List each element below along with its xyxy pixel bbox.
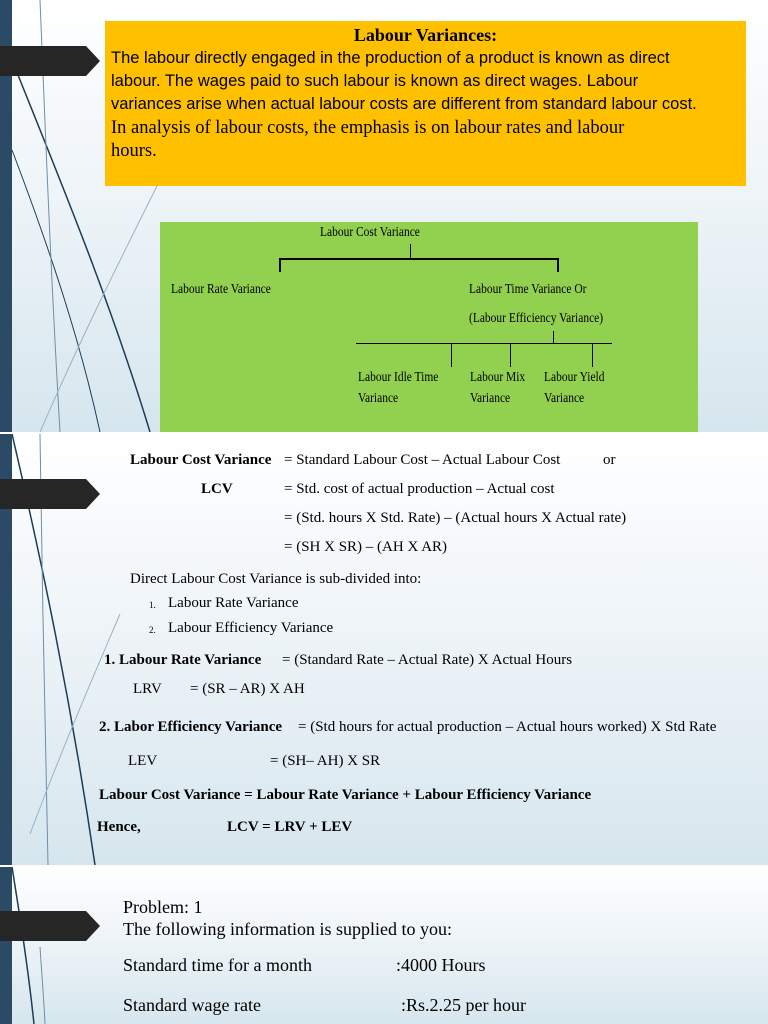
lev-abbr: LEV [128, 753, 158, 769]
tree-leaf-mix-line1: Labour Mix [470, 370, 526, 385]
lcv-formula-2: = (Std. hours X Std. Rate) – (Actual hours X Actual rate) [284, 510, 627, 526]
slide-problem-1 [0, 867, 768, 1024]
lcv-formula-1: = Std. cost of actual production – Actual cost [284, 481, 555, 497]
intro-line: The labour directly engaged in the production of a product is known as direct [111, 49, 670, 67]
slide-edge-bar [0, 867, 12, 1024]
tree-leaf-idle-line2: Variance [358, 391, 399, 406]
lcv-abbr: LCV [201, 481, 233, 497]
tree-connector [451, 343, 452, 367]
lev-term: 2. Labor Efficiency Variance [99, 719, 283, 735]
lrv-formula-short: = (SR – AR) X AH [190, 681, 305, 697]
intro-paragraph [111, 47, 741, 116]
tree-left-label: Labour Rate Variance [171, 282, 271, 297]
data-row-value: :Rs.2.25 per hour [401, 995, 526, 1015]
hence-equation: LCV = LRV + LEV [227, 819, 353, 835]
arrow-tab [0, 46, 100, 76]
intro-line: labour. The wages paid to such labour is known as direct wages. Labour [111, 72, 639, 90]
slide-title: Labour Variances: [353, 25, 498, 45]
or-text: or [603, 452, 616, 468]
tree-right-label-line1: Labour Time Variance Or [469, 282, 587, 297]
slide-labour-variances [0, 0, 768, 432]
tree-connector [410, 244, 411, 258]
variance-tree-diagram [160, 222, 698, 432]
list-item: Labour Rate Variance [168, 595, 299, 611]
data-row-label: Standard wage rate [123, 995, 261, 1015]
data-row-label: Standard time for a month [123, 955, 312, 975]
sum-equation: Labour Cost Variance = Labour Rate Variance + Labour Efficiency Variance [99, 787, 592, 803]
lev-formula: = (Std hours for actual production – Actual hours worked) X Std Rate [298, 719, 717, 735]
list-item: Labour Efficiency Variance [168, 620, 334, 636]
arrow-tab [0, 911, 100, 941]
tree-connector [279, 258, 559, 260]
tree-leaf-yield-line2: Variance [544, 391, 585, 406]
emphasis-line: In analysis of labour costs, the emphasis is on labour rates and labour [111, 118, 625, 138]
lcv-formula-3: = (SH X SR) – (AH X AR) [284, 539, 448, 555]
decorative-curves [0, 867, 768, 1024]
tree-connector [553, 331, 554, 343]
lrv-formula: = (Standard Rate – Actual Rate) X Actual Hours [282, 652, 573, 668]
list-number: 1. [149, 600, 156, 610]
emphasis-line: hours. [111, 141, 157, 161]
intro-line: variances arise when actual labour costs are different from standard labour cost. [111, 95, 697, 113]
data-row-value: :4000 Hours [396, 955, 486, 975]
tree-leaf-idle-line1: Labour Idle Time [358, 370, 439, 385]
hence-label: Hence, [97, 819, 141, 835]
lcv-formula: = Standard Labour Cost – Actual Labour Cost [284, 452, 561, 468]
lev-formula-short: = (SH– AH) X SR [270, 753, 381, 769]
emphasis-paragraph [111, 117, 741, 163]
intro-box [105, 21, 746, 186]
tree-root-label: Labour Cost Variance [320, 225, 420, 240]
tree-connector [592, 343, 593, 367]
problem-heading: Problem: 1 [123, 897, 203, 917]
lcv-term: Labour Cost Variance [130, 452, 272, 468]
slide-labour-formulas [0, 434, 768, 865]
lrv-term: 1. Labour Rate Variance [104, 652, 262, 668]
tree-leaf-yield-line1: Labour Yield [544, 370, 605, 385]
tree-leaf-mix-line2: Variance [470, 391, 511, 406]
tree-connector [557, 258, 559, 272]
subdivided-text: Direct Labour Cost Variance is sub-divided into: [130, 571, 422, 587]
problem-intro: The following information is supplied to you: [123, 919, 452, 939]
arrow-tab [0, 479, 100, 509]
tree-right-label-line2: (Labour Efficiency Variance) [469, 311, 604, 326]
lrv-abbr: LRV [133, 681, 162, 697]
tree-connector [510, 343, 511, 367]
tree-connector [356, 343, 612, 344]
tree-connector [279, 258, 281, 272]
list-number: 2. [149, 625, 156, 635]
